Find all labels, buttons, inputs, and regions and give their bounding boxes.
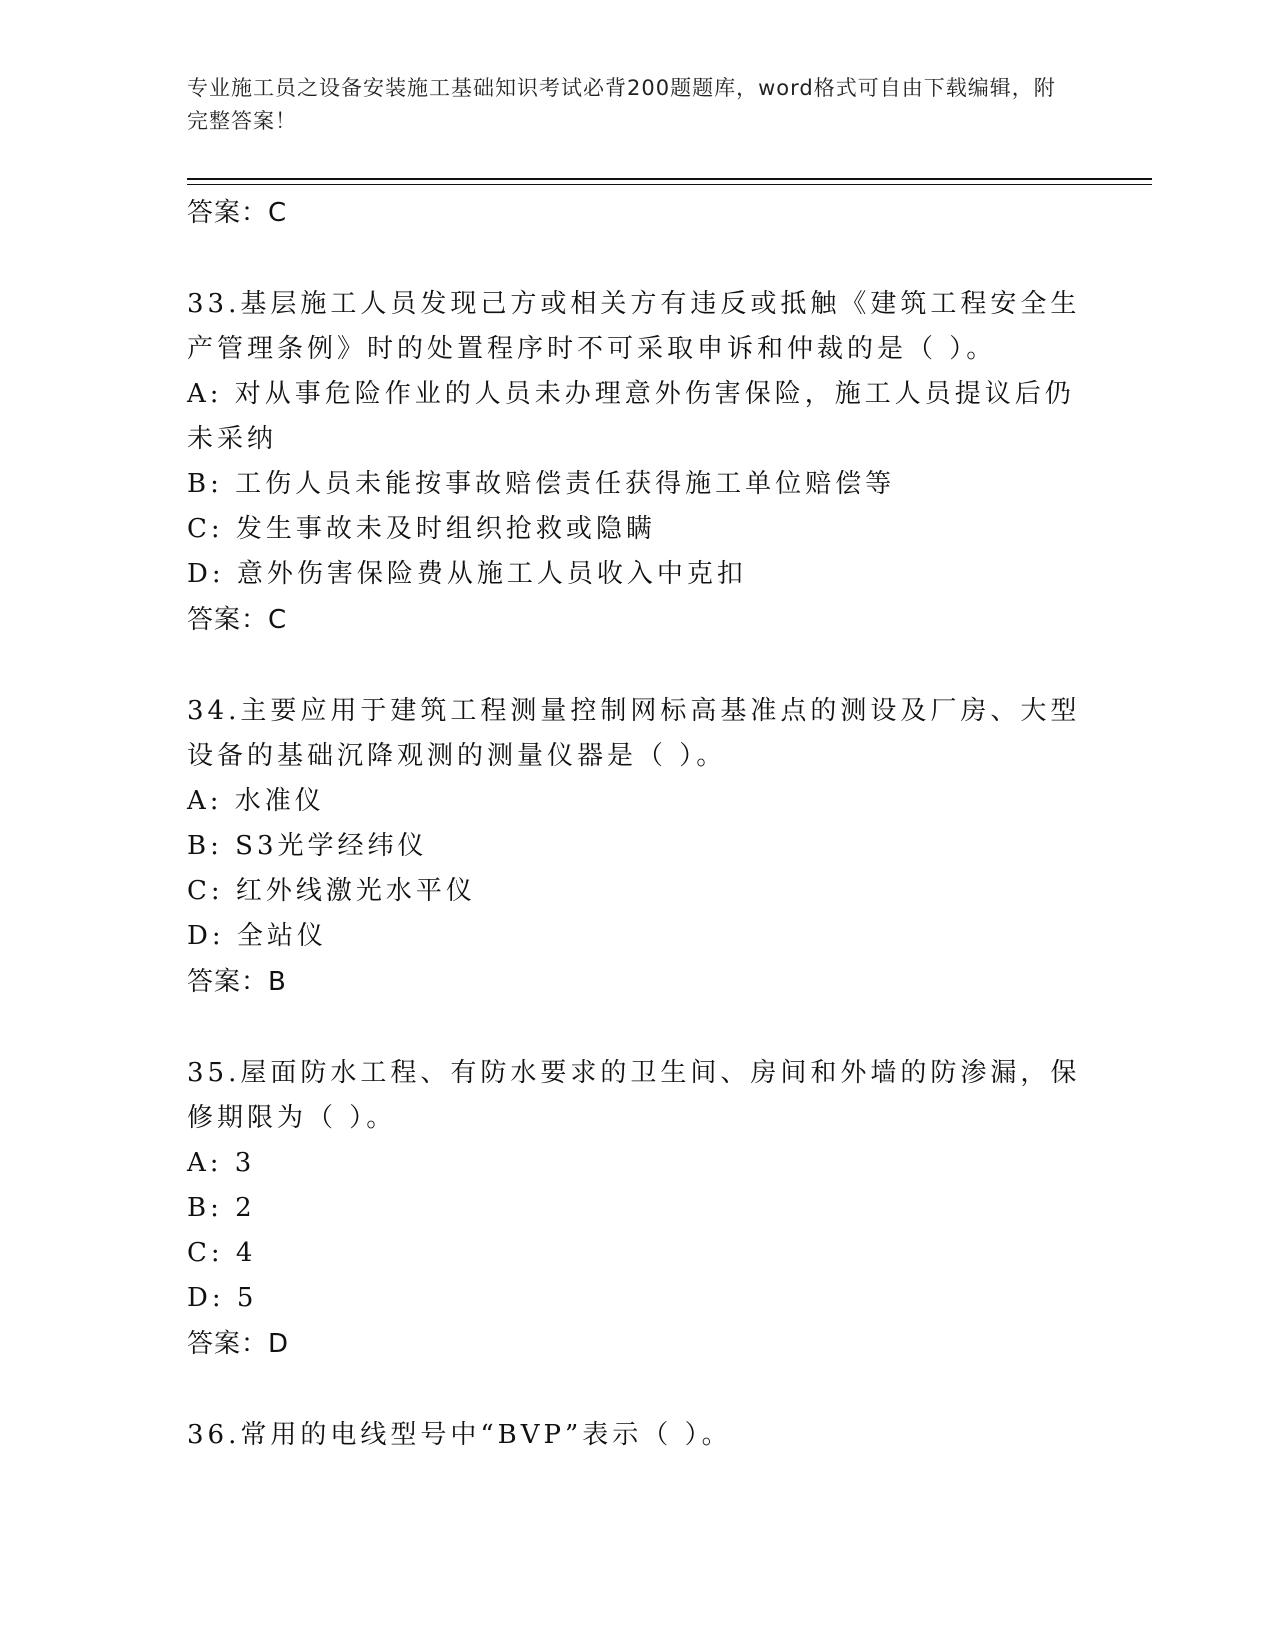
- option-d: D: 5: [187, 1283, 258, 1313]
- question-list: [187, 190, 1087, 1458]
- question-block: [187, 1413, 1087, 1458]
- blank-line: [187, 1367, 1087, 1413]
- option-d: D: 全站仪: [187, 921, 327, 951]
- option-b: B: 2: [187, 1193, 256, 1223]
- option-d: D: 意外伤害保险费从施工人员收入中克扣: [187, 559, 747, 589]
- question-block: [187, 1051, 1087, 1367]
- blank-line: [187, 236, 1087, 282]
- option-c: C: 发生事故未及时组织抢救或隐瞒: [187, 514, 656, 544]
- question-text: 34.主要应用于建筑工程测量控制网标高基准点的测设及厂房、大型设备的基础沉降观测的测量仪器是（ ）。: [187, 696, 1081, 771]
- answer-line: 答案：B: [187, 967, 287, 997]
- header-divider-thick: [187, 178, 1152, 180]
- option-a: A: 水准仪: [187, 786, 325, 816]
- option-a: A: 3: [187, 1148, 256, 1178]
- blank-line: [187, 643, 1087, 689]
- option-c: C: 4: [187, 1238, 257, 1268]
- header-title: 专业施工员之设备安装施工基础知识考试必背200题题库，word格式可自由下载编辑，附完整答案！: [187, 76, 1056, 133]
- answer-line: 答案：C: [187, 198, 288, 228]
- option-c: C: 红外线激光水平仪: [187, 876, 476, 906]
- answer-line: 答案：D: [187, 1329, 290, 1359]
- header-divider-thin: [187, 184, 1152, 185]
- option-a: A: 对从事危险作业的人员未办理意外伤害保险，施工人员提议后仍未采纳: [187, 379, 1075, 454]
- option-b: B: S3光学经纬仪: [187, 831, 428, 861]
- question-block: [187, 689, 1087, 1005]
- question-text: 36.常用的电线型号中“BVP”表示（ ）。: [187, 1420, 732, 1450]
- question-text: 33.基层施工人员发现己方或相关方有违反或抵触《建筑工程安全生产管理条例》时的处置程序时不可采取申诉和仲裁的是（ ）。: [187, 289, 1081, 364]
- page-header: [187, 72, 1067, 138]
- option-b: B: 工伤人员未能按事故赔偿责任获得施工单位赔偿等: [187, 469, 896, 499]
- answer-line: 答案：C: [187, 605, 288, 635]
- blank-line: [187, 1005, 1087, 1051]
- question-text: 35.屋面防水工程、有防水要求的卫生间、房间和外墙的防渗漏，保修期限为（ ）。: [187, 1058, 1081, 1133]
- question-block: [187, 282, 1087, 643]
